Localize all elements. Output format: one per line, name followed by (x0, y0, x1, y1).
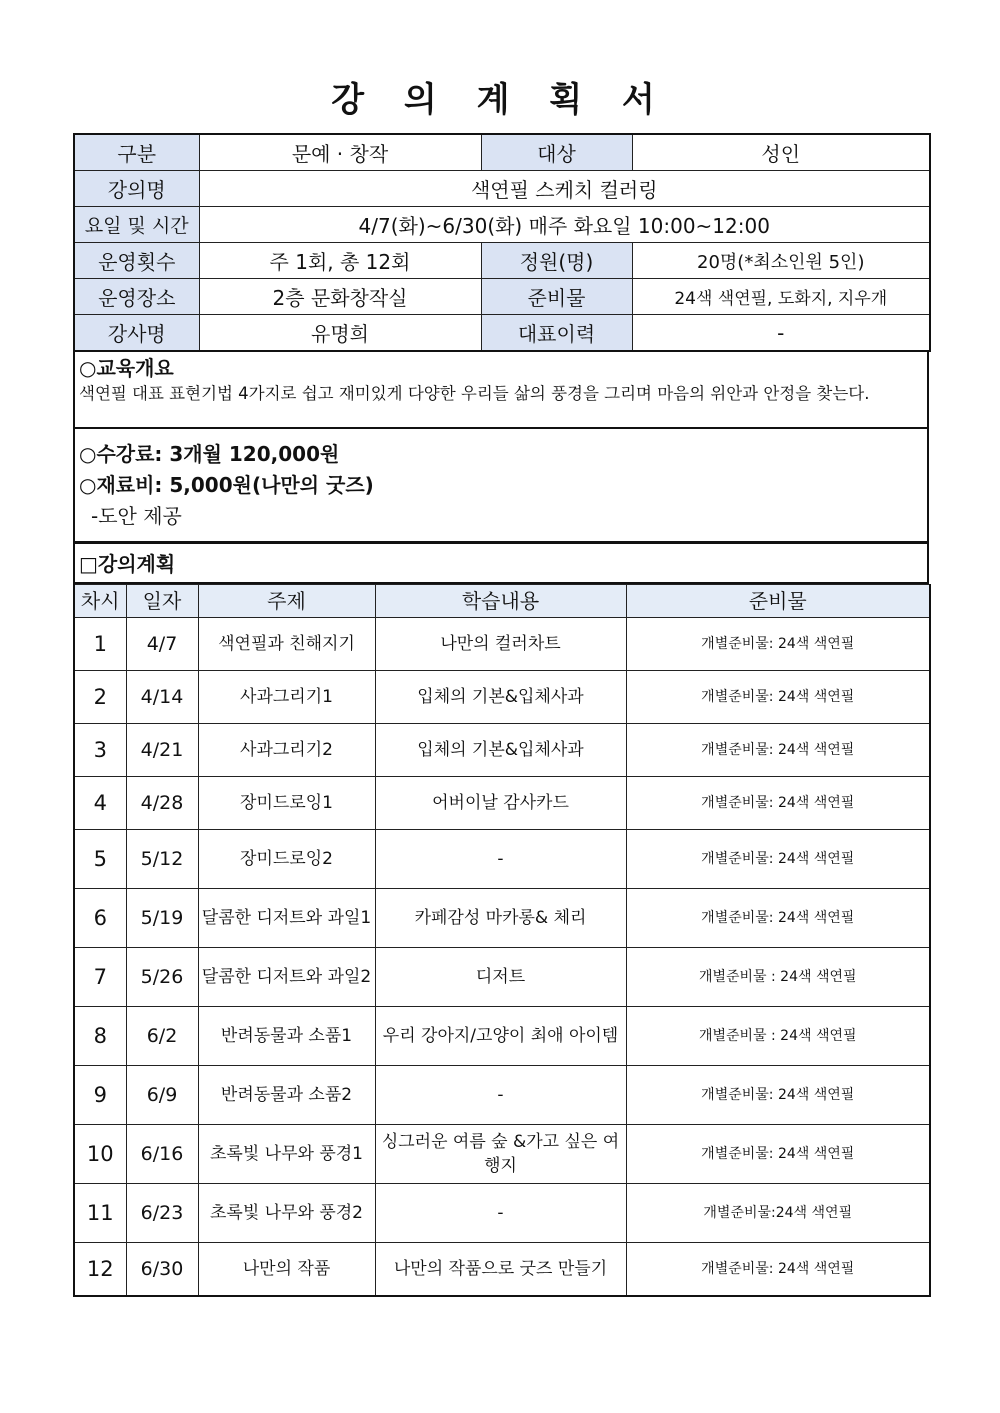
value-category: 문예 · 창작 (199, 134, 481, 171)
session-prep: 개별준비물:24색 색연필 (626, 1184, 930, 1243)
plan-row (74, 889, 930, 948)
session-content: 나만의 컬러차트 (375, 618, 626, 671)
session-no: 2 (74, 671, 126, 724)
session-prep: 개별준비물: 24색 색연필 (626, 830, 930, 889)
overview-body: 색연필 대표 표현기법 4가지로 쉽고 재미있게 다양한 우리들 삶의 풍경을 그리며 마음의 위안과 안정을 찾는다. (79, 384, 870, 403)
value-instructor: 유명희 (199, 315, 481, 352)
session-no: 7 (74, 948, 126, 1007)
session-no: 6 (74, 889, 126, 948)
label-category: 구분 (74, 134, 199, 171)
session-prep: 개별준비물: 24색 색연필 (626, 671, 930, 724)
session-no: 11 (74, 1184, 126, 1243)
session-date: 4/21 (126, 724, 198, 777)
value-target: 성인 (632, 134, 930, 171)
session-date: 6/16 (126, 1125, 198, 1184)
col-content: 학습내용 (375, 585, 626, 618)
session-topic: 반려동물과 소품1 (198, 1007, 375, 1066)
session-content: - (375, 1066, 626, 1125)
session-date: 4/7 (126, 618, 198, 671)
session-topic: 초록빛 나무와 풍경2 (198, 1184, 375, 1243)
session-date: 6/2 (126, 1007, 198, 1066)
overview-heading: ○교육개요 (79, 356, 174, 380)
session-topic: 사과그리기1 (198, 671, 375, 724)
plan-row (74, 724, 930, 777)
tuition-fee: ○수강료: 3개월 120,000원 (79, 442, 340, 466)
session-content: 입체의 기본&입체사과 (375, 671, 626, 724)
material-fee: ○재료비: 5,000원(나만의 굿즈) (79, 473, 374, 497)
info-table (73, 133, 931, 352)
label-schedule: 요일 및 시간 (74, 207, 199, 243)
session-content: 나만의 작품으로 굿즈 만들기 (375, 1243, 626, 1297)
plan-row (74, 830, 930, 889)
plan-row (74, 1007, 930, 1066)
session-content: - (375, 1184, 626, 1243)
value-career: - (632, 315, 930, 352)
plan-row (74, 1066, 930, 1125)
value-capacity: 20명(*최소인원 5인) (632, 243, 930, 279)
overview-section (73, 352, 929, 429)
session-prep: 개별준비물: 24색 색연필 (626, 777, 930, 830)
session-topic: 나만의 작품 (198, 1243, 375, 1297)
plan-row (74, 1243, 930, 1297)
plan-row (74, 671, 930, 724)
document-title: 강 의 계 획 서 (331, 80, 669, 120)
session-content: 어버이날 감사카드 (375, 777, 626, 830)
session-prep: 개별준비물: 24색 색연필 (626, 618, 930, 671)
info-row-frequency (74, 243, 930, 279)
session-content: 카페감성 마카롱& 체리 (375, 889, 626, 948)
label-supplies: 준비물 (481, 279, 632, 315)
session-topic: 장미드로잉2 (198, 830, 375, 889)
session-topic: 반려동물과 소품2 (198, 1066, 375, 1125)
value-course-name: 색연필 스케치 컬러링 (199, 171, 930, 207)
plan-row (74, 777, 930, 830)
session-prep: 개별준비물: 24색 색연필 (626, 1243, 930, 1297)
plan-heading: □강의계획 (73, 542, 929, 584)
col-topic: 주제 (198, 585, 375, 618)
session-date: 4/14 (126, 671, 198, 724)
info-row-category (74, 134, 930, 171)
plan-row (74, 1125, 930, 1184)
plan-table (73, 584, 931, 1297)
session-prep: 개별준비물: 24색 색연필 (626, 1125, 930, 1184)
session-prep: 개별준비물: 24색 색연필 (626, 724, 930, 777)
col-session: 차시 (74, 585, 126, 618)
session-date: 5/26 (126, 948, 198, 1007)
lecture-plan-sheet (73, 133, 929, 1297)
value-schedule: 4/7(화)~6/30(화) 매주 화요일 10:00~12:00 (199, 207, 930, 243)
session-topic: 장미드로잉1 (198, 777, 375, 830)
session-date: 6/23 (126, 1184, 198, 1243)
value-location: 2층 문화창작실 (199, 279, 481, 315)
label-instructor: 강사명 (74, 315, 199, 352)
session-prep: 개별준비물: 24색 색연필 (626, 889, 930, 948)
session-date: 5/19 (126, 889, 198, 948)
label-frequency: 운영횟수 (74, 243, 199, 279)
value-frequency: 주 1회, 총 12회 (199, 243, 481, 279)
info-row-schedule (74, 207, 930, 243)
session-topic: 달콤한 디저트와 과일1 (198, 889, 375, 948)
info-row-course-name (74, 171, 930, 207)
session-content: 디저트 (375, 948, 626, 1007)
session-prep: 개별준비물 : 24색 색연필 (626, 1007, 930, 1066)
session-no: 4 (74, 777, 126, 830)
session-no: 12 (74, 1243, 126, 1297)
session-prep: 개별준비물: 24색 색연필 (626, 1066, 930, 1125)
plan-header-row (74, 585, 930, 618)
session-date: 4/28 (126, 777, 198, 830)
fees-section (73, 429, 929, 542)
session-content: 우리 강아지/고양이 최애 아이템 (375, 1007, 626, 1066)
session-content: 입체의 기본&입체사과 (375, 724, 626, 777)
label-target: 대상 (481, 134, 632, 171)
session-no: 1 (74, 618, 126, 671)
plan-row (74, 1184, 930, 1243)
col-date: 일자 (126, 585, 198, 618)
session-content: 싱그러운 여름 숲 &가고 싶은 여행지 (375, 1125, 626, 1184)
session-content: - (375, 830, 626, 889)
info-row-instructor (74, 315, 930, 352)
session-topic: 달콤한 디저트와 과일2 (198, 948, 375, 1007)
session-topic: 사과그리기2 (198, 724, 375, 777)
session-date: 5/12 (126, 830, 198, 889)
col-prep: 준비물 (626, 585, 930, 618)
session-no: 8 (74, 1007, 126, 1066)
label-location: 운영장소 (74, 279, 199, 315)
session-prep: 개별준비물 : 24색 색연필 (626, 948, 930, 1007)
session-no: 10 (74, 1125, 126, 1184)
plan-row (74, 618, 930, 671)
session-date: 6/9 (126, 1066, 198, 1125)
session-topic: 색연필과 친해지기 (198, 618, 375, 671)
session-no: 5 (74, 830, 126, 889)
value-supplies: 24색 색연필, 도화지, 지우개 (632, 279, 930, 315)
session-date: 6/30 (126, 1243, 198, 1297)
session-no: 9 (74, 1066, 126, 1125)
label-course-name: 강의명 (74, 171, 199, 207)
label-capacity: 정원(명) (481, 243, 632, 279)
plan-row (74, 948, 930, 1007)
session-no: 3 (74, 724, 126, 777)
info-row-location (74, 279, 930, 315)
material-note: -도안 제공 (91, 504, 182, 528)
session-topic: 초록빛 나무와 풍경1 (198, 1125, 375, 1184)
label-career: 대표이력 (481, 315, 632, 352)
